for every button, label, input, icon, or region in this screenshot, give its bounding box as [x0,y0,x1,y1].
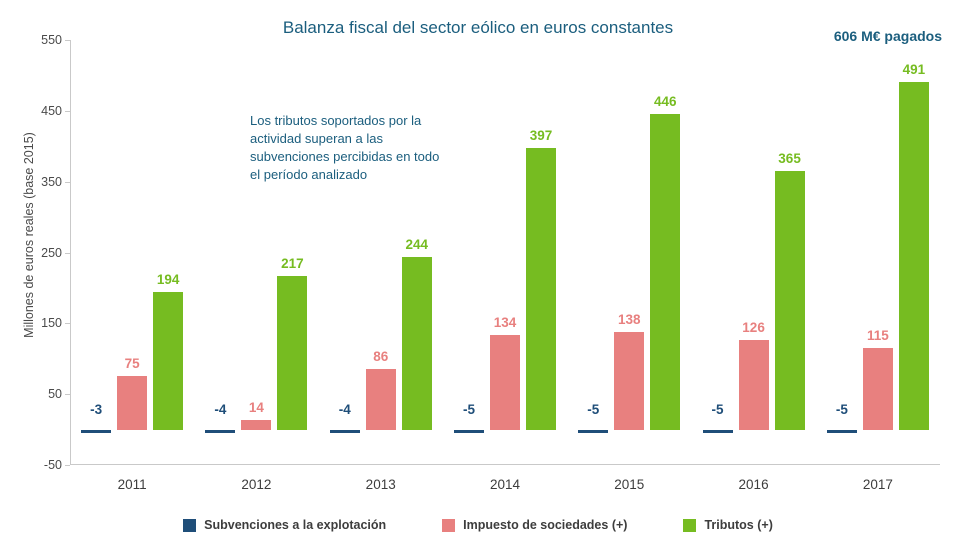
bar-value-label: 365 [778,151,801,167]
bar-value-label: 138 [618,311,641,327]
bar [205,430,235,433]
y-tick-label: -50 [43,458,62,472]
bar [117,376,147,429]
bar-value-label: 217 [281,255,304,271]
bar [578,430,608,434]
legend-label: Subvenciones a la explotación [204,518,387,532]
bar-value-label: -4 [338,401,351,417]
x-category-label: 2016 [738,477,769,492]
legend-label: Tributos (+) [704,518,773,532]
legend-item[interactable] [683,518,772,532]
chart-annotation: Los tributos soportados por la actividad superan a las subvenciones percibidas en todo el período analizado [250,113,440,182]
bar-value-label: 75 [124,356,140,372]
bar [863,348,893,429]
chart-legend [0,518,956,532]
chart-title: Balanza fiscal del sector eólico en euros constantes [282,18,674,37]
y-tick-label: 550 [41,33,62,47]
x-category-label: 2017 [862,477,893,492]
bar [330,430,360,433]
y-tick-mark [65,465,70,466]
bar [703,430,733,434]
legend-label: Impuesto de sociedades (+) [463,518,628,532]
x-category-label: 2012 [241,477,272,492]
y-axis-title: Millones de euros reales (base 2015) [22,132,36,338]
bar [81,430,111,433]
bar [402,257,432,430]
bar-value-label: -5 [711,401,724,417]
bar-value-label: 115 [866,328,889,344]
bar-value-label: 446 [654,93,677,109]
bar [775,171,805,430]
y-tick-label: 450 [41,103,62,118]
bar-value-label: 397 [529,128,553,144]
bar-value-label: 14 [248,399,264,415]
bar-value-label: -4 [214,401,227,417]
x-category-label: 2013 [365,477,396,492]
y-tick-mark [65,394,70,395]
bar [277,276,307,430]
bar [526,148,556,429]
x-axis-line [70,464,940,465]
bar [241,420,271,430]
bar-value-label: -5 [835,401,848,417]
header-note: 606 M€ pagados [833,28,942,44]
bar-value-label: 86 [373,348,389,364]
bar-value-label: 134 [493,314,517,330]
legend-swatch [683,519,696,532]
legend-item[interactable] [183,518,386,532]
bar-value-label: 126 [742,320,765,336]
y-tick-label: 350 [41,174,62,189]
y-tick-label: 50 [48,387,62,402]
bar-value-label: 491 [902,61,926,77]
legend-item[interactable] [442,518,627,532]
y-tick-label: 150 [41,316,62,331]
x-category-label: 2015 [614,477,645,492]
x-category-label: 2014 [489,477,521,492]
y-tick-mark [65,182,70,183]
bar-value-label: -3 [90,401,103,417]
y-tick-mark [65,40,70,41]
bar [650,114,680,430]
bar [827,430,857,434]
bar-value-label: 194 [156,272,180,288]
bar [899,82,929,430]
y-tick-mark [65,111,70,112]
legend-swatch [442,519,455,532]
bar-value-label: 244 [405,236,428,252]
bar [454,430,484,434]
y-tick-label: 250 [41,245,62,260]
legend-swatch [183,519,196,532]
bar [739,340,769,429]
x-category-label: 2011 [117,477,147,492]
y-tick-mark [65,323,70,324]
y-tick-mark [65,253,70,254]
bar-value-label: -5 [462,401,476,417]
y-axis-line [70,40,71,465]
bar-value-label: -5 [587,401,600,417]
bar [490,335,520,430]
bar [614,332,644,430]
bar [153,292,183,429]
bar [366,369,396,430]
